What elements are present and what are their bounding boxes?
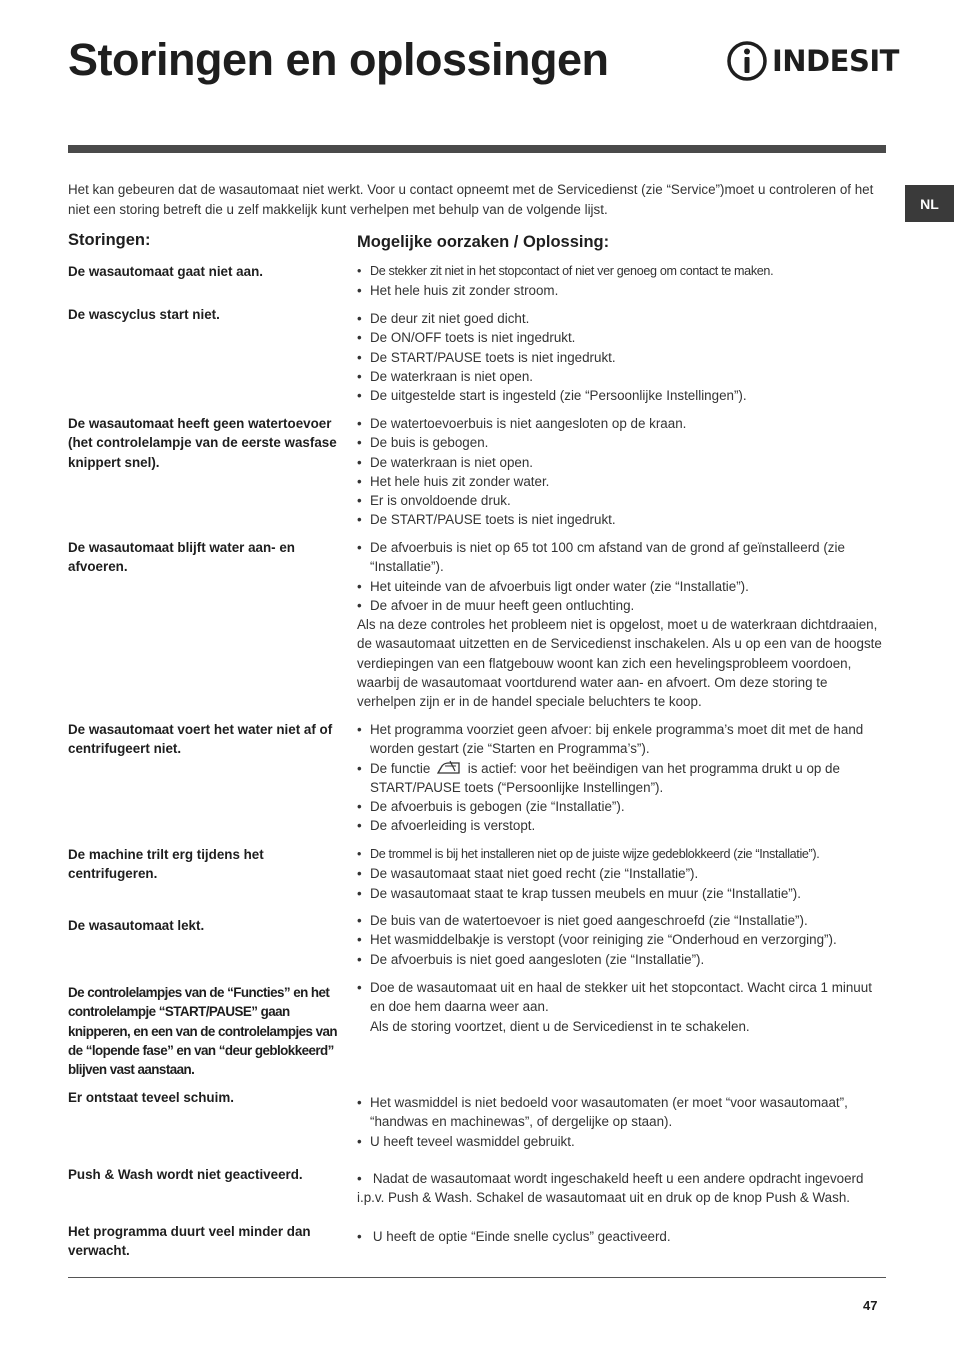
cause-item: • De afvoerbuis is niet op 65 tot 100 cm afstand van de grond af geïnstalleerd (zie “Installatie”).: [357, 538, 887, 577]
solution-block: [357, 309, 887, 405]
cause-item: • De uitgestelde start is ingesteld (zie “Persoonlijke Instellingen”).: [357, 386, 887, 405]
cause-item: [357, 759, 887, 798]
indesit-logo-icon: [726, 40, 768, 82]
solutions-header: Mogelijke oorzaken / Oplossing:: [357, 233, 610, 251]
problems-header: Storingen:: [68, 231, 151, 249]
cause-item: • Het hele huis zit zonder water.: [357, 472, 887, 491]
cause-item: • Het wasmiddelbakje is verstopt (voor reiniging zie “Onderhoud en verzorging”).: [357, 930, 887, 949]
cause-item: • De afvoerleiding is verstopt.: [357, 816, 887, 835]
iron-icon: [436, 760, 462, 776]
problem-label: De wascyclus start niet.: [68, 307, 220, 322]
problem-label: De machine trilt erg tijdens het centrifugeren.: [68, 847, 264, 882]
cause-item: • Het uiteinde van de afvoerbuis ligt onder water (zie “Installatie”).: [357, 577, 887, 596]
problem-label: Er ontstaat teveel schuim.: [68, 1090, 234, 1105]
solution-block: [357, 1227, 887, 1246]
cause-item: • De buis van de watertoevoer is niet goed aangeschroefd (zie “Installatie”).: [357, 911, 887, 930]
cause-item: • De stekker zit niet in het stopcontact of niet ver genoeg om contact te maken.: [357, 262, 887, 281]
solution-block: [357, 911, 887, 969]
language-tab: NL: [905, 185, 954, 222]
intro-text: Het kan gebeuren dat de wasautomaat niet werkt. Voor u contact opneemt met de Servicedienst (zie “Service”)moet u controleren of het niet een storing betreft die u zelf makkelijk kunt verhelpen met behulp van de volgende lijst.: [68, 182, 874, 217]
solution-block: [357, 414, 887, 530]
cause-item: • De START/PAUSE toets is niet ingedrukt.: [357, 348, 887, 367]
cause-item: • Het wasmiddel is niet bedoeld voor wasautomaten (er moet “voor wasautomaat”, “handwas en machinewas”, of dergelijke op staan).: [357, 1093, 887, 1132]
note-text: Als de storing voortzet, dient u de Servicedienst in te schakelen.: [370, 1018, 750, 1034]
cause-item: • Nadat de wasautomaat wordt ingeschakeld heeft u een andere opdracht ingevoerd i.p.v. Push & Wash. Schakel de wasautomaat uit en druk op de knop Push & Wash.: [357, 1171, 864, 1206]
brand-wordmark: INDESIT: [772, 44, 899, 78]
page-title: Storingen en oplossingen: [68, 34, 609, 85]
cause-item: • De watertoevoerbuis is niet aangesloten op de kraan.: [357, 414, 887, 433]
problem-label: Push & Wash wordt niet geactiveerd.: [68, 1167, 303, 1182]
cause-item: • De ON/OFF toets is niet ingedrukt.: [357, 328, 887, 347]
problem-label: De controlelampjes van de “Functies” en het controlelampje “START/PAUSE” gaan knipperen, en een van de controlelampjes van de “lopende fase” en van “deur geblokkeerd” blijven vast aanstaan.: [68, 985, 338, 1078]
cause-item: • U heeft teveel wasmiddel gebruikt.: [357, 1132, 887, 1151]
cause-item: • U heeft de optie “Einde snelle cyclus” geactiveerd.: [357, 1229, 671, 1244]
cause-item: • De waterkraan is niet open.: [357, 367, 887, 386]
solution-block: [357, 720, 887, 836]
cause-text: is actief: voor het beëindigen van het programma drukt u op de START/PAUSE toets (“Persoonlijke Instellingen”).: [370, 760, 840, 795]
problem-label: De wasautomaat heeft geen watertoevoer (het controlelampje van de eerste wasfase knippert snel).: [68, 416, 337, 470]
problem-label: De wasautomaat lekt.: [68, 918, 205, 933]
page-number: 47: [863, 1298, 878, 1313]
cause-item: • De wasautomaat staat niet goed recht (zie “Installatie”).: [357, 864, 887, 883]
solution-block: [357, 845, 887, 903]
cause-item: • De buis is gebogen.: [357, 433, 887, 452]
brand-logo: [726, 40, 899, 82]
cause-text: U heeft de optie “Einde snelle cyclus” geactiveerd.: [372, 1229, 671, 1244]
cause-item: • De wasautomaat staat te krap tussen meubels en muur (zie “Installatie”).: [357, 884, 887, 903]
cause-item: • Er is onvoldoende druk.: [357, 491, 887, 510]
header-rule: [68, 145, 886, 153]
problem-label: De wasautomaat gaat niet aan.: [68, 264, 263, 279]
note-text: Als na deze controles het probleem niet is opgelost, moet u de waterkraan dichtdraaien, de wasautomaat uitzetten en de Servicedienst inschakelen. Als u op een van de hoogste verdiepingen van een flatgebouw woont kan zich een hevelingsprobleem voordoen, waarbij de wasautomaat voortdurend water aan- en afvoert. Om deze storing te verhelpen zijn er in de handel speciale beluchters te koop.: [357, 617, 882, 710]
problem-label: De wasautomaat voert het water niet af of centrifugeert niet.: [68, 722, 333, 757]
cause-item: • De START/PAUSE toets is niet ingedrukt.: [357, 510, 887, 529]
cause-item: • Doe de wasautomaat uit en haal de stekker uit het stopcontact. Wacht circa 1 minuut en doe hem daarna weer aan.: [357, 978, 887, 1017]
cause-item: • De afvoerbuis is niet goed aangesloten (zie “Installatie”).: [357, 950, 887, 969]
cause-item: • Het hele huis zit zonder stroom.: [357, 281, 887, 300]
cause-item: • De trommel is bij het installeren niet op de juiste wijze gedeblokkeerd (zie “Installatie”).: [357, 845, 887, 864]
cause-text: Nadat de wasautomaat wordt ingeschakeld heeft u een andere opdracht ingevoerd i.p.v. Push & Wash. Schakel de wasautomaat uit en druk op de knop Push & Wash.: [357, 1171, 864, 1206]
cause-item: • Het programma voorziet geen afvoer: bij enkele programma’s moet dit met de hand worden gestart (zie “Starten en Programma’s”).: [357, 720, 887, 759]
solution-block: [357, 1169, 887, 1208]
footer-rule: [68, 1277, 886, 1278]
solution-block: [357, 538, 887, 712]
problem-label: Het programma duurt veel minder dan verwacht.: [68, 1224, 311, 1259]
cause-item: • De afvoer in de muur heeft geen ontluchting.: [357, 596, 887, 615]
solution-block: [357, 978, 887, 1036]
cause-item: • De deur zit niet goed dicht.: [357, 309, 887, 328]
problem-label: De wasautomaat blijft water aan- en afvoeren.: [68, 540, 295, 575]
solution-block: [357, 262, 887, 301]
cause-item: • De afvoerbuis is gebogen (zie “Installatie”).: [357, 797, 887, 816]
cause-item: • De waterkraan is niet open.: [357, 453, 887, 472]
solution-block: [357, 1093, 887, 1151]
cause-text: De functie: [370, 760, 431, 776]
